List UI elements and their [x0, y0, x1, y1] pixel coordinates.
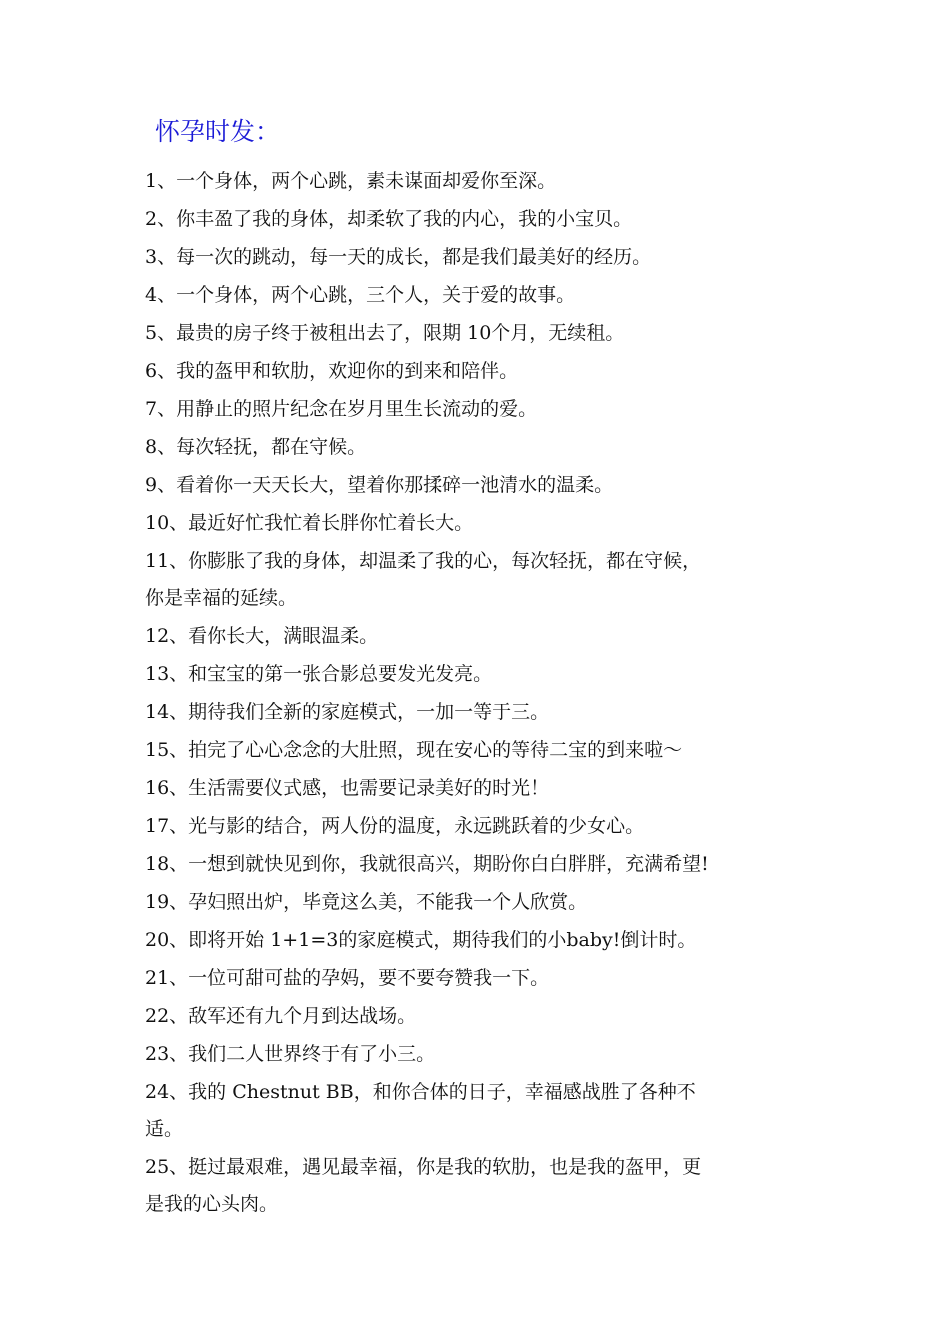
section-title: 怀孕时发：	[155, 117, 281, 146]
list-line: 17、光与影的结合，两人份的温度，永远跳跃着的少女心。	[145, 815, 645, 837]
list-line: 18、一想到就快见到你，我就很高兴，期盼你白白胖胖，充满希望!	[145, 853, 709, 875]
list-line: 16、生活需要仪式感，也需要记录美好的时光！	[145, 777, 550, 799]
list-line: 23、我们二人世界终于有了小三。	[145, 1043, 436, 1065]
list-line: 21、一位可甜可盐的孕妈，要不要夸赞我一下。	[145, 967, 550, 989]
list-line: 1、一个身体，两个心跳，素未谋面却爱你至深。	[145, 170, 557, 192]
list-line: 8、每次轻抚，都在守候。	[145, 436, 367, 458]
list-line: 10、最近好忙我忙着长胖你忙着长大。	[145, 512, 474, 534]
list-line: 2、你丰盈了我的身体，却柔软了我的内心，我的小宝贝。	[145, 208, 633, 230]
list-line: 6、我的盔甲和软肋，欢迎你的到来和陪伴。	[145, 360, 519, 382]
list-line: 11、你膨胀了我的身体，却温柔了我的心，每次轻抚，都在守候，	[145, 550, 702, 572]
list-line-continuation: 你是幸福的延续。	[145, 587, 298, 609]
list-line-continuation: 适。	[145, 1118, 184, 1140]
list-line: 13、和宝宝的第一张合影总要发光发亮。	[145, 663, 493, 685]
list-line: 4、一个身体，两个心跳，三个人，关于爱的故事。	[145, 284, 576, 306]
list-line: 20、即将开始 1+1=3的家庭模式，期待我们的小baby!倒计时。	[145, 929, 697, 951]
list-line: 7、用静止的照片纪念在岁月里生长流动的爱。	[145, 398, 538, 420]
list-line-continuation: 是我的心头肉。	[145, 1193, 279, 1215]
list-line: 9、看着你一天天长大，望着你那揉碎一池清水的温柔。	[145, 474, 614, 496]
list-line: 15、拍完了心心念念的大肚照，现在安心的等待二宝的到来啦～	[145, 739, 683, 761]
caption-list	[145, 162, 815, 1223]
list-line: 24、我的 Chestnut BB，和你合体的日子，幸福感战胜了各种不	[145, 1081, 696, 1103]
list-line: 12、看你长大，满眼温柔。	[145, 625, 379, 647]
list-line: 22、敌军还有九个月到达战场。	[145, 1005, 417, 1027]
list-line: 3、每一次的跳动，每一天的成长，都是我们最美好的经历。	[145, 246, 652, 268]
list-line: 25、挺过最艰难，遇见最幸福，你是我的软肋，也是我的盔甲，更	[145, 1156, 702, 1178]
list-line: 14、期待我们全新的家庭模式，一加一等于三。	[145, 701, 550, 723]
list-line: 5、最贵的房子终于被租出去了，限期 10个月，无续租。	[145, 322, 625, 344]
list-line: 19、孕妇照出炉，毕竟这么美，不能我一个人欣赏。	[145, 891, 588, 913]
